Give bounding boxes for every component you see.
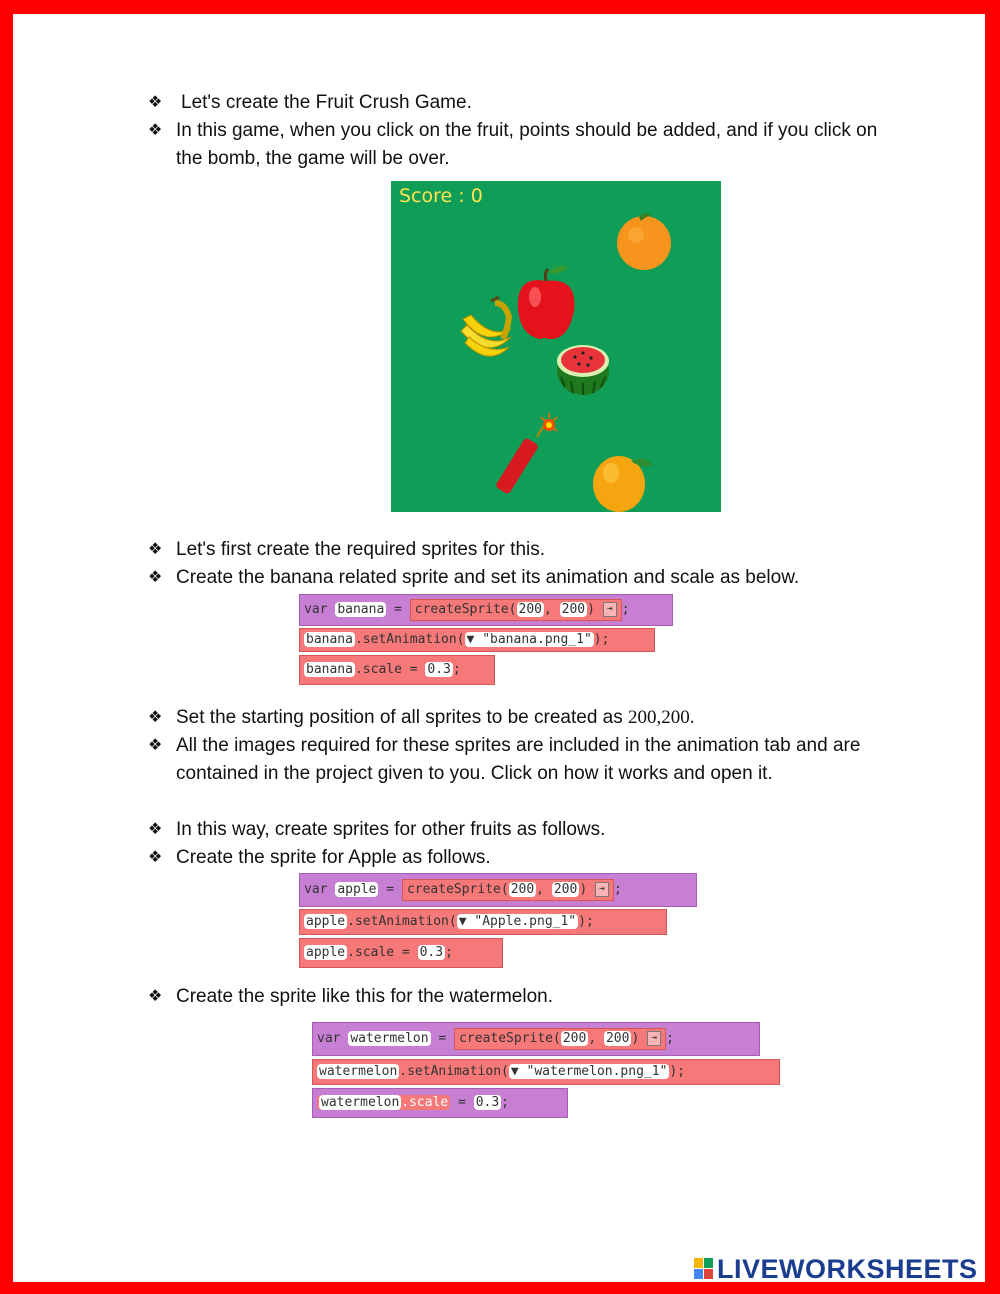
score-label: Score : 0 xyxy=(399,185,483,207)
bullet-text: Let's create the Fruit Crush Game. xyxy=(181,92,472,113)
banana-icon xyxy=(461,297,511,356)
x-value: 200 xyxy=(518,602,542,617)
create-sprite-call: createSprite( 200 , 200 ) ⇥ xyxy=(402,879,614,901)
create-sprite-call: createSprite( 200 , 200 ) ⇥ xyxy=(454,1028,666,1050)
mango-icon xyxy=(593,456,653,512)
logo-mark-icon xyxy=(694,1258,714,1280)
animation-dropdown[interactable]: ▼ "watermelon.png_1" xyxy=(510,1064,668,1079)
bullet-game-rules xyxy=(148,117,888,173)
bullet-create-sprites xyxy=(148,536,888,564)
bullet-intro xyxy=(148,89,888,117)
bullet-text: In this game, when you click on the fruit, points should be added, and if you click on the bomb, the game will be over. xyxy=(176,120,878,169)
bullet-text: Create the sprite like this for the watermelon. xyxy=(176,986,554,1007)
bullet-start-position xyxy=(148,704,888,732)
var-keyword: var xyxy=(304,882,328,897)
bullet-watermelon-sprite xyxy=(148,983,888,1011)
extend-arrow-icon: ⇥ xyxy=(647,1031,661,1046)
y-value: 200 xyxy=(553,882,578,897)
banana-var-line: var banana = createSprite( 200 , 200 ) ⇥ ; xyxy=(299,594,673,626)
watermelon-var-line: var watermelon = createSprite( 200 , 200 ) ⇥ ; xyxy=(312,1022,760,1056)
variable-name: watermelon xyxy=(319,1064,398,1079)
diamond-bullet-icon: ❖ xyxy=(148,709,163,726)
animation-dropdown[interactable]: ▼ "Apple.png_1" xyxy=(458,914,577,929)
diamond-bullet-icon: ❖ xyxy=(148,821,163,838)
bullet-text: All the images required for these sprites are included in the animation tab and are contained in the project given to you. Click on how it works and open it. xyxy=(176,735,861,784)
scale-value: 0.3 xyxy=(475,1095,500,1110)
x-value: 200 xyxy=(510,882,535,897)
equals-sign: = xyxy=(386,882,395,897)
create-sprite-call: createSprite( 200 , 200 ) ⇥ xyxy=(410,599,622,621)
diamond-bullet-icon: ❖ xyxy=(148,849,163,866)
variable-name: apple xyxy=(306,945,346,960)
orange-icon xyxy=(617,213,671,270)
diamond-bullet-icon: ❖ xyxy=(148,988,163,1005)
apple-animation-line: apple .setAnimation( ▼ "Apple.png_1" ); xyxy=(299,909,667,935)
liveworksheets-logo xyxy=(694,1256,978,1282)
variable-name: banana xyxy=(306,662,353,677)
variable-name: watermelon xyxy=(350,1031,429,1046)
dropdown-arrow-icon: ▼ xyxy=(510,1064,519,1079)
var-keyword: var xyxy=(317,1031,341,1046)
diamond-bullet-icon: ❖ xyxy=(148,541,163,558)
diamond-bullet-icon: ❖ xyxy=(148,122,163,139)
dropdown-arrow-icon: ▼ xyxy=(466,632,475,647)
watermelon-icon xyxy=(557,345,609,395)
scale-value: 0.3 xyxy=(427,662,451,677)
variable-name: watermelon xyxy=(321,1095,400,1110)
animation-dropdown[interactable]: ▼ "banana.png_1" xyxy=(466,632,592,647)
var-keyword: var xyxy=(304,602,328,617)
variable-name: banana xyxy=(306,632,353,647)
x-value: 200 xyxy=(562,1031,587,1046)
bullet-text: Set the starting position of all sprites to be created as 200,200. xyxy=(176,707,695,728)
diamond-bullet-icon: ❖ xyxy=(148,94,163,111)
y-value: 200 xyxy=(605,1031,630,1046)
apple-icon xyxy=(518,266,575,339)
apple-var-line: var apple = createSprite( 200 , 200 ) ⇥ ; xyxy=(299,873,697,907)
bullet-text: Let's first create the required sprites for this. xyxy=(176,539,546,560)
bullet-animation-tab xyxy=(148,732,878,788)
bullet-text: In this way, create sprites for other fruits as follows. xyxy=(176,819,606,840)
diamond-bullet-icon: ❖ xyxy=(148,737,163,754)
bullet-other-fruits xyxy=(148,816,888,844)
watermelon-scale-line: watermelon .scale = 0.3 ; xyxy=(312,1088,568,1118)
scale-value: 0.3 xyxy=(419,945,444,960)
bullet-apple-sprite xyxy=(148,844,888,872)
logo-text: LIVEWORKSHEETS xyxy=(717,1254,978,1284)
equals-sign: = xyxy=(394,602,402,617)
variable-name: apple xyxy=(306,914,346,929)
banana-animation-line: banana .setAnimation( ▼ "banana.png_1" ); xyxy=(299,628,655,652)
extend-arrow-icon: ⇥ xyxy=(603,602,617,617)
apple-scale-line: apple .scale = 0.3 ; xyxy=(299,938,503,968)
dropdown-arrow-icon: ▼ xyxy=(458,914,467,929)
equals-sign: = xyxy=(438,1031,447,1046)
watermelon-animation-line: watermelon .setAnimation( ▼ "watermelon.png_1" ); xyxy=(312,1059,780,1085)
bullet-banana-sprite xyxy=(148,564,888,592)
banana-scale-line: banana .scale = 0.3 ; xyxy=(299,655,495,685)
game-screenshot xyxy=(391,181,721,512)
diamond-bullet-icon: ❖ xyxy=(148,569,163,586)
bullet-text: Create the banana related sprite and set its animation and scale as below. xyxy=(176,567,800,588)
extend-arrow-icon: ⇥ xyxy=(595,882,609,897)
bomb-icon xyxy=(495,413,557,495)
y-value: 200 xyxy=(561,602,586,617)
variable-name: banana xyxy=(337,602,385,617)
bullet-text: Create the sprite for Apple as follows. xyxy=(176,847,491,868)
variable-name: apple xyxy=(337,882,377,897)
